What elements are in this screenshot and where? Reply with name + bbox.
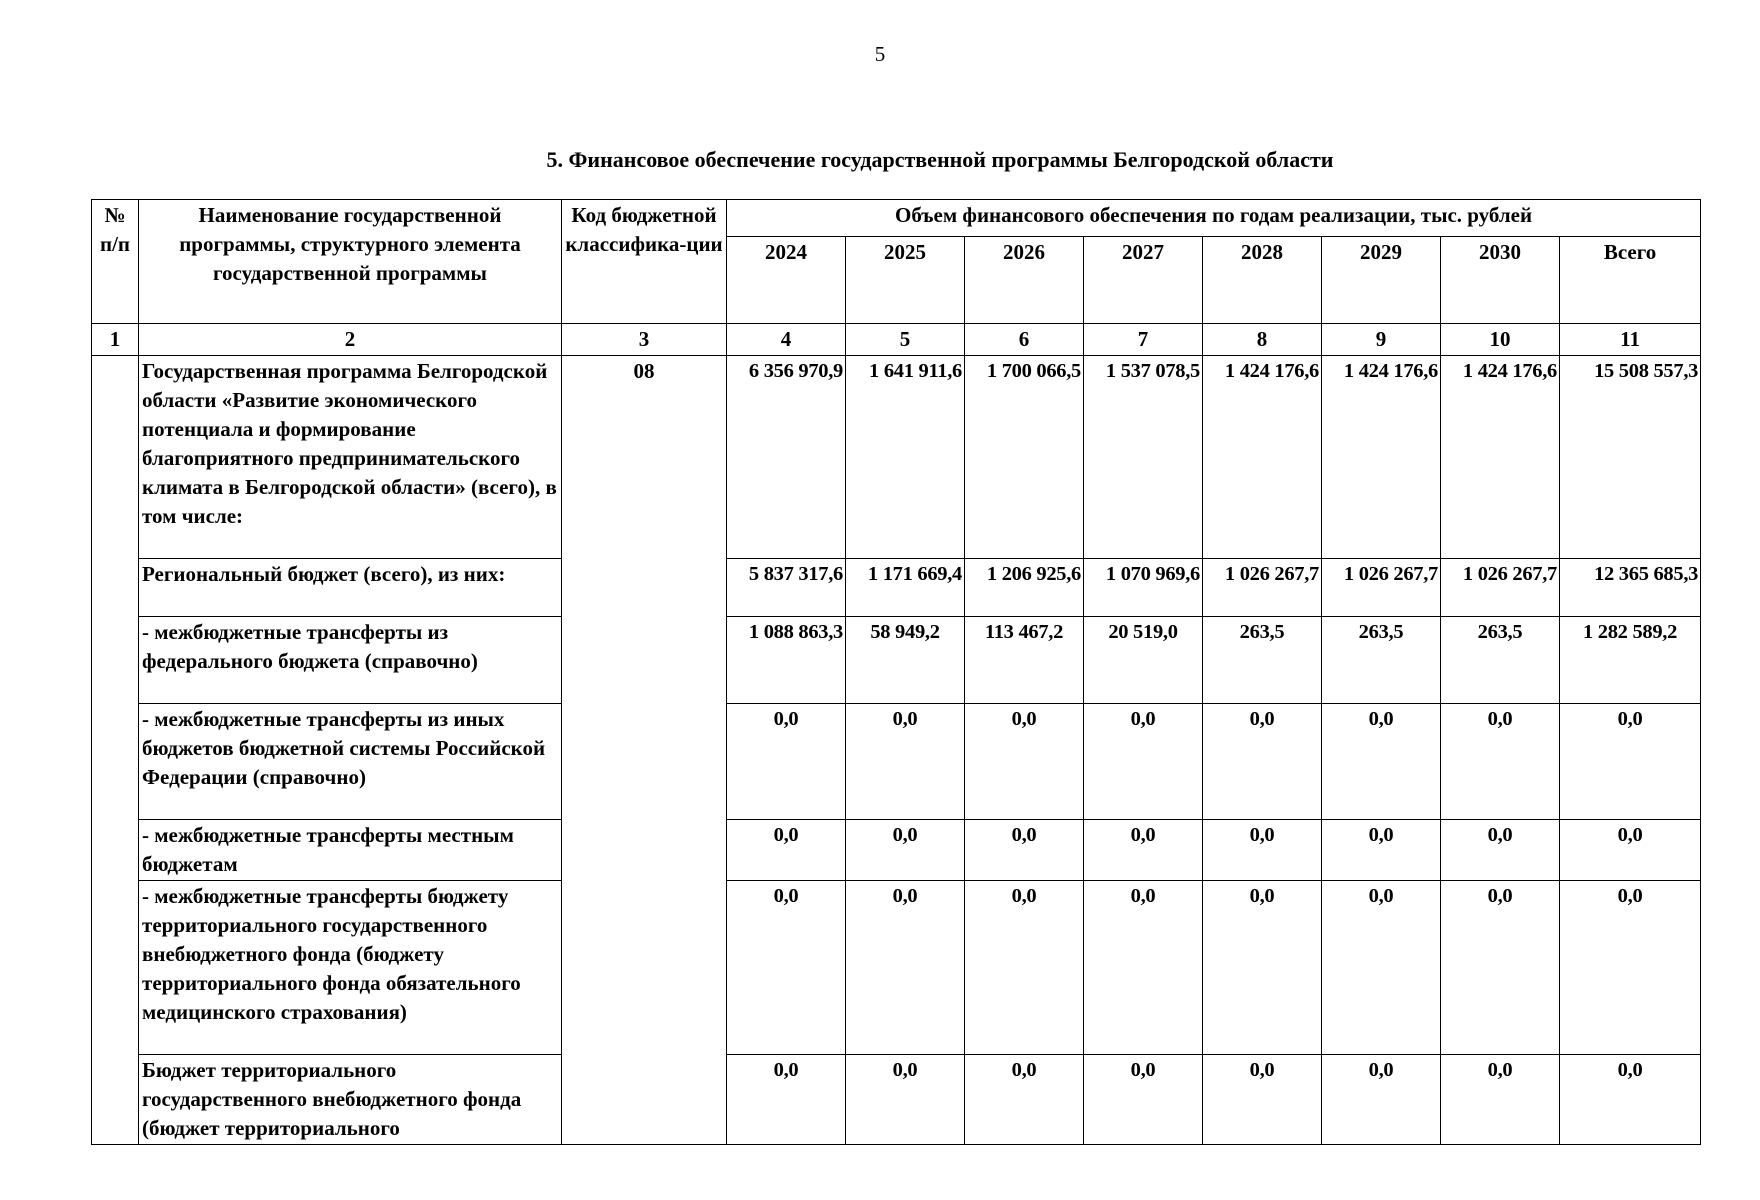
header-year: 2026 xyxy=(965,237,1084,324)
value-cell: 0,0 xyxy=(846,881,965,1055)
col-number: 2 xyxy=(139,324,562,356)
value-cell: 263,5 xyxy=(1441,617,1560,704)
col-number: 9 xyxy=(1322,324,1441,356)
header-year: 2029 xyxy=(1322,237,1441,324)
value-cell: 1 026 267,7 xyxy=(1203,559,1322,617)
value-cell: 0,0 xyxy=(1084,704,1203,820)
section-title-text: 5. Финансовое обеспечение государственной программы Белгородской области xyxy=(546,147,1334,172)
value-cell: 0,0 xyxy=(1084,881,1203,1055)
table-row-fund-budget xyxy=(92,1055,1701,1145)
value-cell: 0,0 xyxy=(727,704,846,820)
row-name: - межбюджетные трансферты бюджету территориального государственного внебюджетного фонда (бюджету территориального фонда обязательного медицинского страхования) xyxy=(139,881,562,1055)
table-row-local-transfers xyxy=(92,820,1701,881)
row-name: - межбюджетные трансферты из иных бюджетов бюджетной системы Российской Федерации (справочно) xyxy=(139,704,562,820)
value-cell: 0,0 xyxy=(1322,820,1441,881)
value-cell: 0,0 xyxy=(1203,1055,1322,1145)
header-year: 2025 xyxy=(846,237,965,324)
table-row-program-total xyxy=(92,356,1701,559)
header-col-code: Код бюджетной классифика-ции xyxy=(562,200,727,324)
row-name: Государственная программа Белгородской области «Развитие экономического потенциала и формирование благоприятного предпринимательского климата в Белгородской области» (всего), в том числе: xyxy=(139,356,562,559)
col-number: 8 xyxy=(1203,324,1322,356)
value-cell: 0,0 xyxy=(1441,1055,1560,1145)
budget-code: 08 xyxy=(562,356,727,1145)
col-number: 7 xyxy=(1084,324,1203,356)
value-cell: 0,0 xyxy=(1441,881,1560,1055)
value-cell: 0,0 xyxy=(846,1055,965,1145)
col-number: 6 xyxy=(965,324,1084,356)
row-name: - межбюджетные трансферты из федерального бюджета (справочно) xyxy=(139,617,562,704)
value-cell: 1 070 969,6 xyxy=(1084,559,1203,617)
value-cell: 0,0 xyxy=(727,820,846,881)
value-cell: 0,0 xyxy=(1322,881,1441,1055)
value-cell: 0,0 xyxy=(1560,820,1701,881)
value-cell: 0,0 xyxy=(1441,820,1560,881)
table-row-fund-transfers xyxy=(92,881,1701,1055)
value-cell: 12 365 685,3 xyxy=(1560,559,1701,617)
table-row-other-budgets-transfers xyxy=(92,704,1701,820)
value-cell: 0,0 xyxy=(1560,881,1701,1055)
value-cell: 0,0 xyxy=(1560,704,1701,820)
col-number: 4 xyxy=(727,324,846,356)
value-cell: 0,0 xyxy=(1322,1055,1441,1145)
col-number: 10 xyxy=(1441,324,1560,356)
row-number-cell xyxy=(92,356,139,1145)
value-cell: 0,0 xyxy=(1203,820,1322,881)
value-cell: 0,0 xyxy=(1203,704,1322,820)
page-number: 5 xyxy=(874,42,886,66)
header-total: Всего xyxy=(1560,237,1701,324)
value-cell: 1 282 589,2 xyxy=(1560,617,1701,704)
col-number: 11 xyxy=(1560,324,1701,356)
header-year: 2030 xyxy=(1441,237,1560,324)
value-cell: 113 467,2 xyxy=(965,617,1084,704)
value-cell: 0,0 xyxy=(965,704,1084,820)
value-cell: 0,0 xyxy=(846,820,965,881)
header-col-num: № п/п xyxy=(92,200,139,324)
value-cell: 58 949,2 xyxy=(846,617,965,704)
value-cell: 1 171 669,4 xyxy=(846,559,965,617)
row-name: - межбюджетные трансферты местным бюджетам xyxy=(139,820,562,881)
header-year: 2027 xyxy=(1084,237,1203,324)
value-cell: 6 356 970,9 xyxy=(727,356,846,559)
value-cell: 0,0 xyxy=(1441,704,1560,820)
value-cell: 0,0 xyxy=(1084,1055,1203,1145)
value-cell: 0,0 xyxy=(1203,881,1322,1055)
value-cell: 0,0 xyxy=(727,1055,846,1145)
value-cell: 1 088 863,3 xyxy=(727,617,846,704)
value-cell: 1 700 066,5 xyxy=(965,356,1084,559)
value-cell: 5 837 317,6 xyxy=(727,559,846,617)
col-number: 1 xyxy=(92,324,139,356)
value-cell: 1 537 078,5 xyxy=(1084,356,1203,559)
header-year: 2024 xyxy=(727,237,846,324)
col-number: 3 xyxy=(562,324,727,356)
value-cell: 1 424 176,6 xyxy=(1322,356,1441,559)
header-col-volume: Объем финансового обеспечения по годам реализации, тыс. рублей xyxy=(727,200,1701,237)
header-row-top xyxy=(92,200,1701,237)
header-year: 2028 xyxy=(1203,237,1322,324)
value-cell: 0,0 xyxy=(965,881,1084,1055)
financing-table xyxy=(91,199,1701,1145)
value-cell: 0,0 xyxy=(1322,704,1441,820)
table-row-regional-budget xyxy=(92,559,1701,617)
value-cell: 1 424 176,6 xyxy=(1203,356,1322,559)
value-cell: 0,0 xyxy=(1084,820,1203,881)
section-title xyxy=(0,147,1760,173)
row-name: Бюджет территориального государственного внебюджетного фонда (бюджет территориального xyxy=(139,1055,562,1145)
value-cell: 1 424 176,6 xyxy=(1441,356,1560,559)
header-row-numbers xyxy=(92,324,1701,356)
value-cell: 263,5 xyxy=(1203,617,1322,704)
table-row-federal-transfers xyxy=(92,617,1701,704)
value-cell: 1 641 911,6 xyxy=(846,356,965,559)
value-cell: 20 519,0 xyxy=(1084,617,1203,704)
value-cell: 1 026 267,7 xyxy=(1322,559,1441,617)
value-cell: 0,0 xyxy=(965,1055,1084,1145)
value-cell: 0,0 xyxy=(1560,1055,1701,1145)
value-cell: 263,5 xyxy=(1322,617,1441,704)
value-cell: 0,0 xyxy=(965,820,1084,881)
value-cell: 0,0 xyxy=(727,881,846,1055)
value-cell: 1 206 925,6 xyxy=(965,559,1084,617)
value-cell: 15 508 557,3 xyxy=(1560,356,1701,559)
value-cell: 1 026 267,7 xyxy=(1441,559,1560,617)
value-cell: 0,0 xyxy=(846,704,965,820)
row-name: Региональный бюджет (всего), из них: xyxy=(139,559,562,617)
header-col-name: Наименование государственной программы, структурного элемента государственной программы xyxy=(139,200,562,324)
col-number: 5 xyxy=(846,324,965,356)
